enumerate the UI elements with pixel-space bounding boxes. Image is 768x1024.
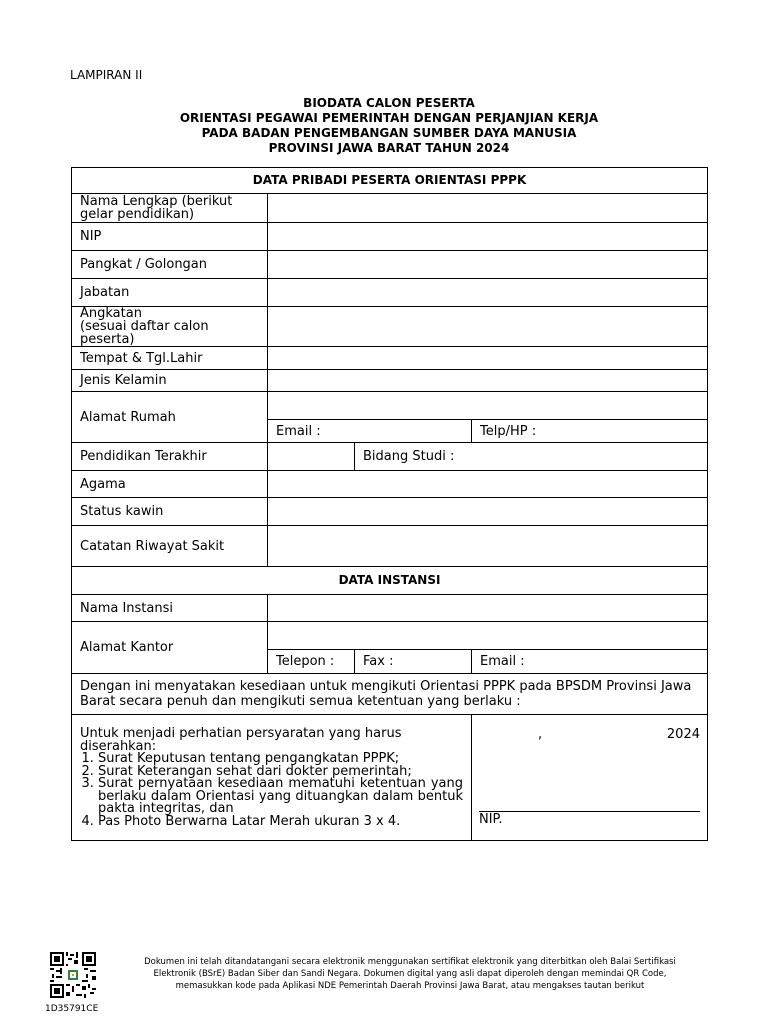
date-comma: , [538,727,543,742]
title-line-4: PROVINSI JAWA BARAT TAHUN 2024 [268,141,510,155]
signature-box[interactable] [472,715,708,841]
field-batch[interactable] [268,307,708,347]
label-position: Jabatan [72,279,268,307]
title-line-1: BIODATA CALON PESERTA [303,96,475,110]
field-office-phone[interactable]: Telepon : [268,650,355,674]
title-line-2: ORIENTASI PEGAWAI PEMERINTAH DENGAN PERJANJIAN KERJA [179,111,599,125]
field-office-fax[interactable]: Fax : [355,650,472,674]
field-religion[interactable] [268,471,708,498]
field-medical-history[interactable] [268,526,708,567]
document-code: 1D35791CE [45,1004,99,1014]
section-institution-data: DATA INSTANSI [72,567,708,595]
label-gender: Jenis Kelamin [72,370,268,392]
label-rank: Pangkat / Golongan [72,251,268,279]
field-marital-status[interactable] [268,498,708,526]
field-institution-name[interactable] [268,595,708,622]
label-education: Pendidikan Terakhir [72,443,268,471]
field-nip[interactable] [268,223,708,251]
field-full-name[interactable] [268,194,708,223]
date-year: 2024 [666,727,700,742]
field-position[interactable] [268,279,708,307]
label-birth: Tempat & Tgl.Lahir [72,347,268,370]
e-signature-footer: Dokumen ini telah ditandatangani secara elektronik menggunakan sertifikat elektronik yang diterbitkan oleh Balai Sertifikasi Elektronik (BSrE) Badan Siber dan Sandi Negara. Dokumen digital yang asli dapat diperoleh dengan memindai QR Code, memasukkan kode pada Aplikasi NDE Pemerintah Daerah Provinsi Jawa Barat, atau mengakses tautan berikut [144,957,676,991]
field-rank[interactable] [268,251,708,279]
field-birth[interactable] [268,347,708,370]
section-personal-data: DATA PRIBADI PESERTA ORIENTASI PPPK [72,168,708,194]
field-study-field[interactable]: Bidang Studi : [355,443,708,471]
field-office-address[interactable] [268,622,708,650]
requirements-box [72,715,472,841]
requirements-intro: Untuk menjadi perhatian persyaratan yang harus diserahkan: [80,726,402,754]
label-religion: Agama [72,471,268,498]
label-home-address: Alamat Rumah [72,392,268,443]
qr-code-icon [50,952,96,998]
label-medical-history: Catatan Riwayat Sakit [72,526,268,567]
label-marital-status: Status kawin [72,498,268,526]
field-home-address[interactable] [268,392,708,420]
requirement-item: 3. Surat pernyataan kesediaan mematuhi ketentuan yang berlaku dalam Orientasi yang dituangkan dalam bentuk pakta integritas, dan [98,778,463,816]
requirement-item: 4. Pas Photo Berwarna Latar Merah ukuran 3 x 4. [98,816,463,829]
label-office-address: Alamat Kantor [72,622,268,674]
field-office-email[interactable]: Email : [472,650,708,674]
biodata-form [71,167,708,841]
requirement-item: 1. Surat Keputusan tentang pengangkatan PPPK; [98,753,463,766]
label-full-name: Nama Lengkap (berikut gelar pendidikan) [72,194,268,223]
attachment-label: LAMPIRAN II [70,68,143,82]
title-line-3: PADA BADAN PENGEMBANGAN SUMBER DAYA MANUSIA [201,126,577,140]
document-title [0,96,768,156]
field-gender[interactable] [268,370,708,392]
label-institution-name: Nama Instansi [72,595,268,622]
field-education[interactable] [268,443,355,471]
label-nip: NIP [72,223,268,251]
field-email[interactable]: Email : [268,420,472,443]
label-batch: Angkatan (sesuai daftar calon peserta) [72,307,268,347]
requirement-item: 2. Surat Keterangan sehat dari dokter pemerintah; [98,766,463,779]
signature-nip: NIP. [479,812,503,827]
field-phone[interactable]: Telp/HP : [472,420,708,443]
requirements-list [80,753,463,828]
signature-line [479,811,700,812]
declaration-text: Dengan ini menyatakan kesediaan untuk mengikuti Orientasi PPPK pada BPSDM Provinsi Jawa Barat secara penuh dan mengikuti semua ketentuan yang berlaku : [72,674,708,715]
